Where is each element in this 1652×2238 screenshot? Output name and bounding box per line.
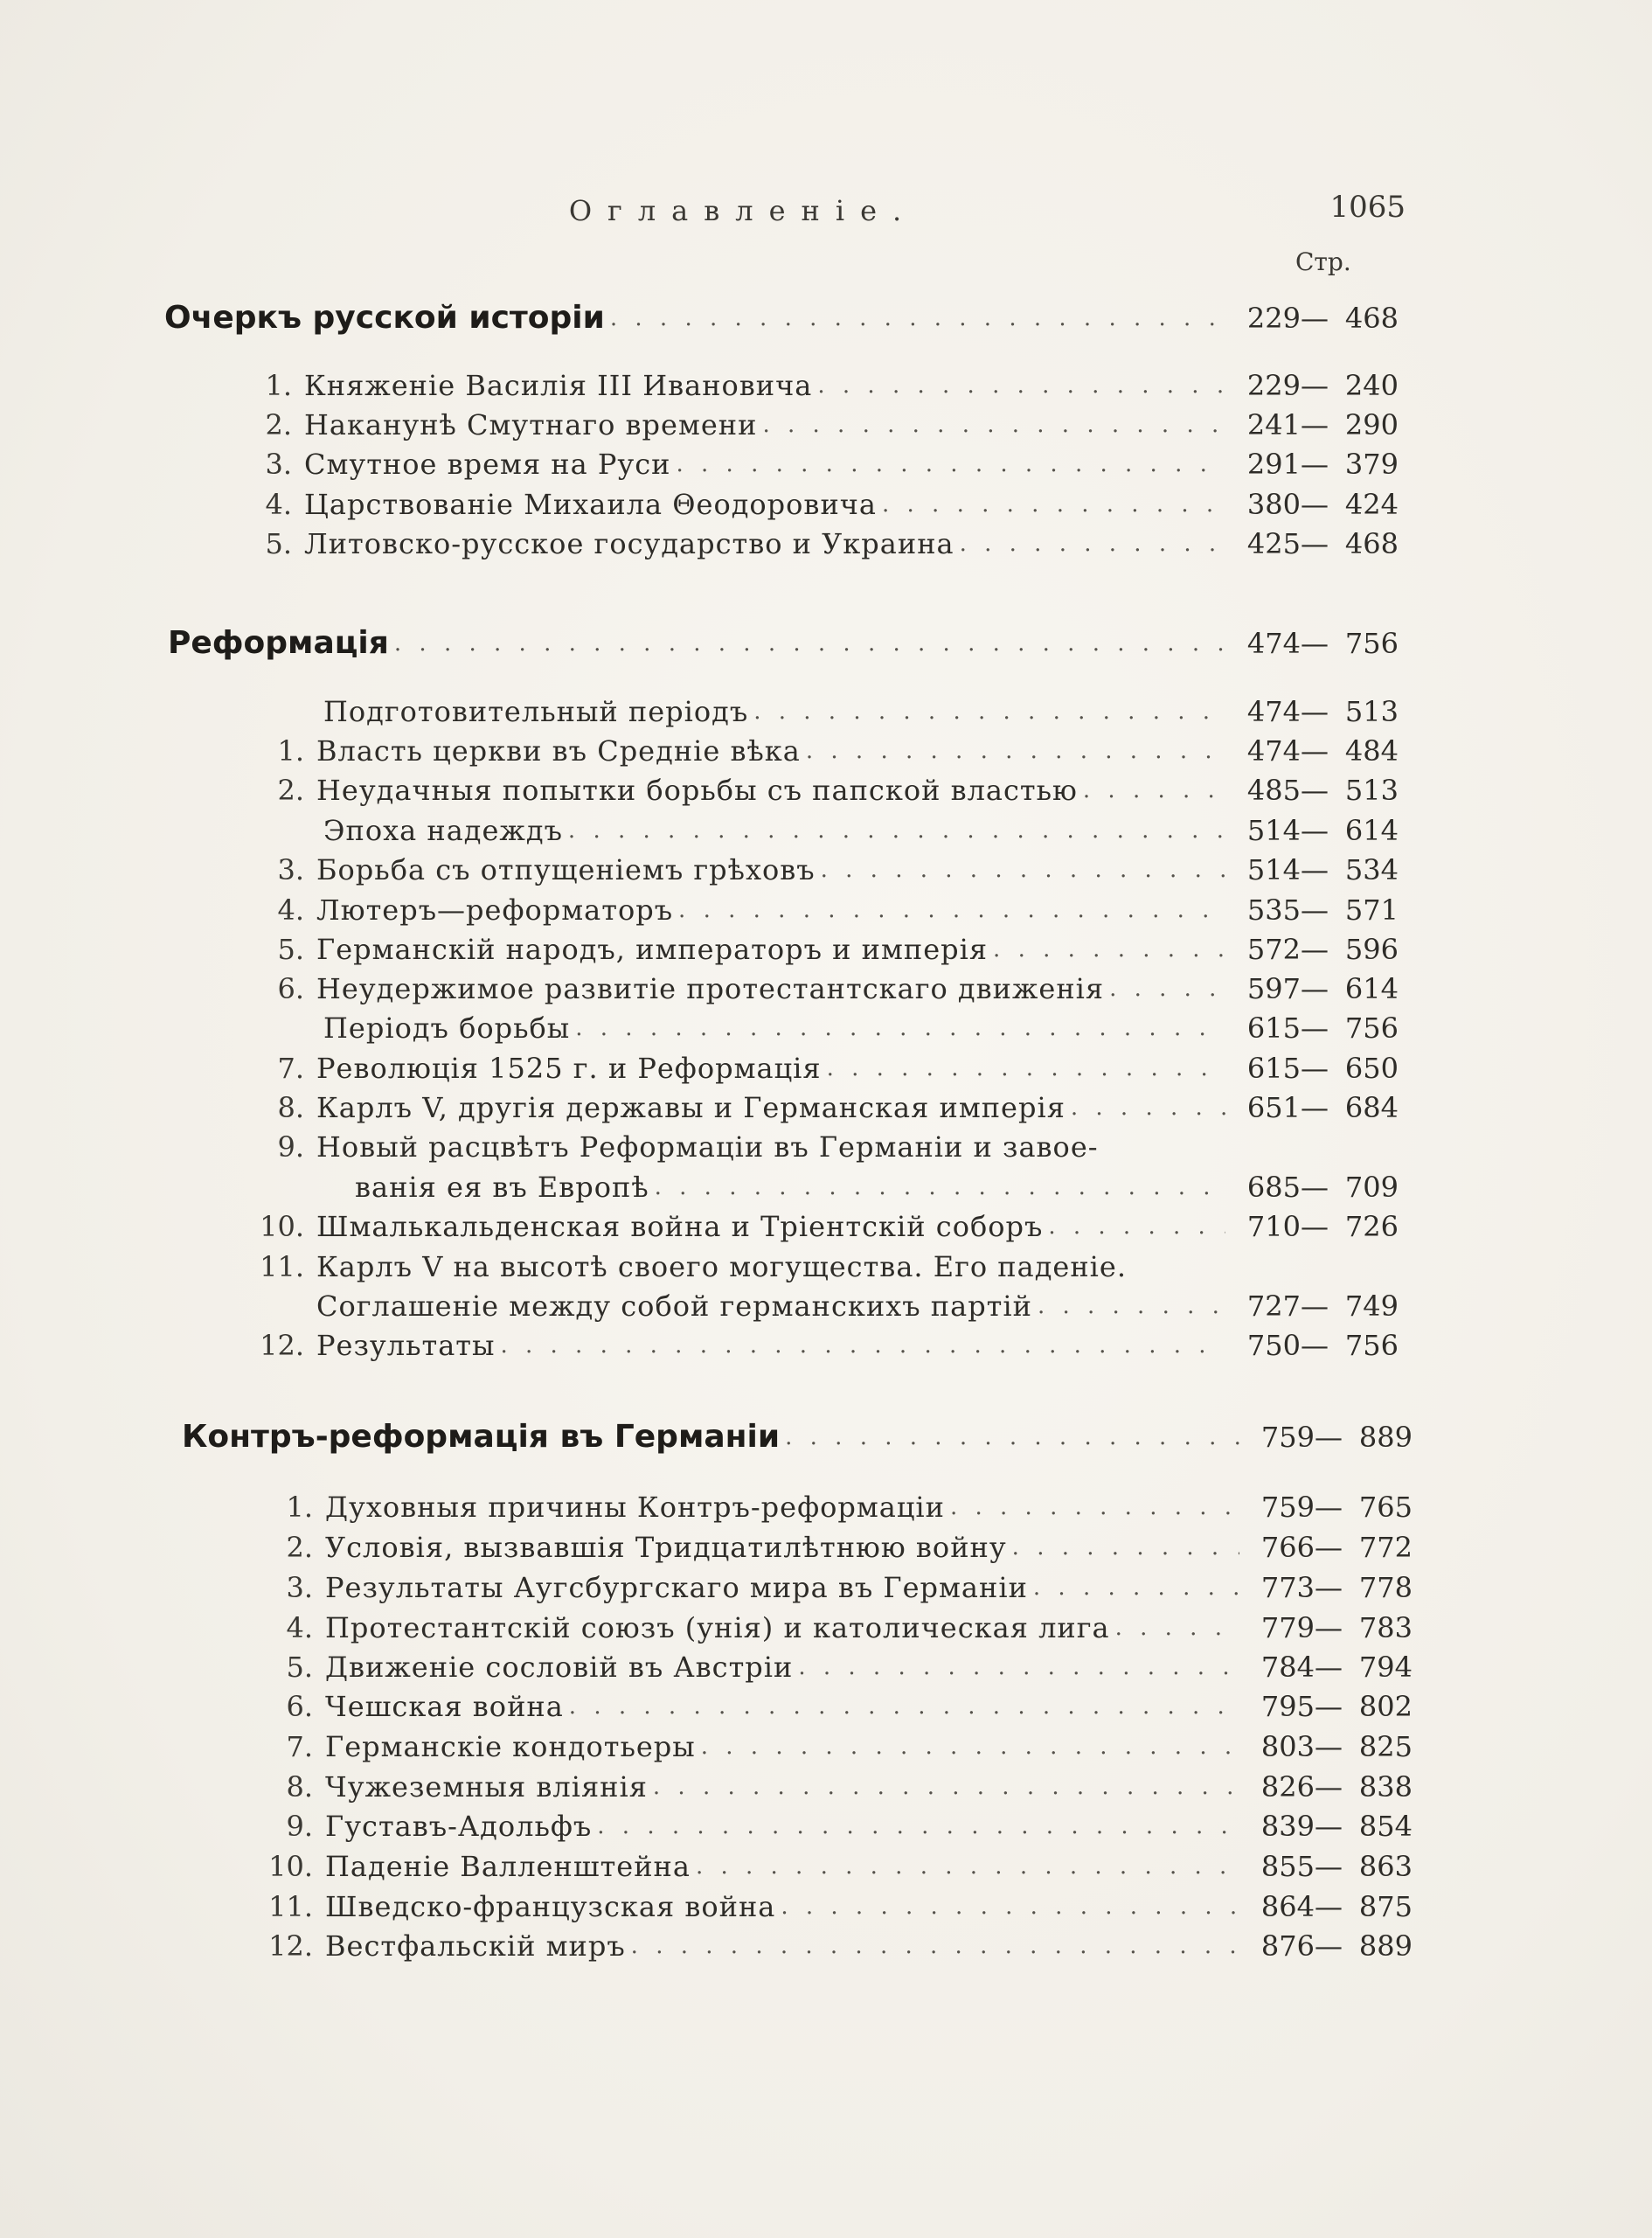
entry-number: 7. [277,1052,304,1085]
entry-number: 10. [260,1210,304,1243]
page-from: 229 [1246,302,1301,335]
toc-entry [259,1526,1413,1565]
toc-entry [250,769,1399,808]
entry-title: Неудержимое развитіе протестантскаго движенія [316,972,1105,1005]
leader-dots [575,1011,1225,1046]
leader-dots [950,1490,1239,1525]
leader-dots [568,813,1225,848]
page-from: 759 [1260,1421,1315,1454]
range-dash: — [1315,1421,1343,1454]
entry-title: Карлъ V, другія державы и Германская имперія [316,1091,1065,1124]
page-from: 876 [1260,1929,1315,1963]
page-to: 684 [1344,1091,1399,1124]
page-to: 468 [1344,302,1399,335]
leader-dots [676,447,1225,482]
range-dash: — [1315,1531,1343,1564]
page-from: 597 [1246,972,1301,1005]
entry-title: Власть церкви въ Средніе вѣка [316,734,801,768]
range-dash: — [1301,1091,1329,1124]
toc-entry [250,730,1399,768]
leader-dots [1071,1090,1225,1125]
page-from: 651 [1246,1091,1301,1124]
leader-dots [762,407,1225,442]
entry-number: 1. [286,1491,313,1524]
toc-entry [238,365,1399,403]
page-from: 514 [1246,853,1301,886]
leader-dots [394,626,1225,661]
entry-number: 11. [268,1890,313,1923]
entry-number: 1. [265,369,292,402]
leader-dots [1012,1530,1239,1565]
page-from: 839 [1260,1810,1315,1843]
page-to: 240 [1344,369,1399,402]
page-to: 889 [1358,1421,1413,1454]
toc-entry-continuation [250,1166,1399,1205]
page-from: 803 [1260,1730,1315,1763]
entry-number: 7. [286,1730,313,1763]
entry-title: Чужеземныя вліянія [325,1770,648,1804]
entry-title: Новый расцвѣтъ Реформаціи въ Германіи и завое- [316,1130,1099,1164]
toc-entry [250,889,1399,928]
page-from: 685 [1246,1171,1301,1204]
page-to: 468 [1344,527,1399,560]
page-to: 749 [1344,1289,1399,1323]
entry-title: Духовныя причины Контръ-реформаціи [325,1491,945,1524]
entry-number: 11. [260,1250,304,1283]
page-from: 474 [1246,695,1301,728]
toc-entry [250,1206,1399,1244]
range-dash: — [1315,1810,1343,1843]
entry-number: 4. [286,1611,313,1644]
entry-number: 9. [277,1130,304,1164]
page-to: 778 [1358,1571,1413,1604]
entry-title: Вестфальскій миръ [325,1929,626,1963]
entry-title: Эпоха надеждъ [323,814,563,847]
page-from: 380 [1246,488,1301,521]
page-from: 514 [1246,814,1301,847]
toc-entry [250,928,1399,967]
toc-entry [250,1246,1399,1284]
page-to: 794 [1358,1651,1413,1684]
range-dash: — [1315,1611,1343,1644]
toc-entry [259,1607,1413,1645]
page-from: 474 [1246,627,1301,660]
leader-dots [993,932,1225,967]
leader-dots [1048,1209,1225,1244]
entry-number: 3. [277,853,304,886]
page-to: 513 [1344,774,1399,807]
leader-dots [1083,773,1225,808]
entry-number: 12. [260,1329,304,1362]
page-from: 864 [1260,1890,1315,1923]
entry-title: Движеніе сословій въ Австріи [325,1651,794,1684]
page-to: 290 [1344,408,1399,441]
entry-number: 6. [277,972,304,1005]
toc-entry [250,1324,1399,1363]
range-dash: — [1315,1929,1343,1963]
toc-entry [250,849,1399,887]
entry-number: 8. [277,1091,304,1124]
page-from: 710 [1246,1210,1301,1243]
toc-entry [238,483,1399,522]
leader-dots [1038,1289,1225,1324]
entry-title: Протестантскій союзъ (унія) и католическая лига [325,1611,1110,1644]
range-dash: — [1315,1890,1343,1923]
page-to: 709 [1344,1171,1399,1204]
toc-entry [259,1805,1413,1844]
entry-title: Германскій народъ, императоръ и имперія [316,933,989,966]
entry-number: 2. [277,774,304,807]
range-dash: — [1315,1491,1343,1524]
page-from: 291 [1246,448,1301,481]
page-from: 241 [1246,408,1301,441]
leader-dots [631,1929,1239,1963]
range-dash: — [1315,1850,1343,1883]
page-from: 773 [1260,1571,1315,1604]
page-from: 474 [1246,734,1301,768]
toc-entry [259,1567,1413,1605]
range-dash: — [1301,1329,1329,1362]
entry-title: Карлъ V на высотѣ своего могущества. Его паденіе. [316,1250,1128,1283]
toc-subheading [271,1007,1399,1046]
page-to: 571 [1344,893,1399,927]
range-dash: — [1315,1730,1343,1763]
entry-title: Густавъ-Адольфъ [325,1810,593,1843]
entry-number: 2. [286,1531,313,1564]
entry-number: 6. [286,1690,313,1723]
range-dash: — [1301,1289,1329,1323]
page-to: 534 [1344,853,1399,886]
entry-number: 2. [265,408,292,441]
leader-dots [1033,1570,1239,1605]
running-title: Оглавленіе. [568,194,918,227]
range-dash: — [1301,527,1329,560]
entry-title: Шведско-французская война [325,1890,776,1923]
page-to: 650 [1344,1052,1399,1085]
toc-entry [250,1047,1399,1086]
leader-dots [696,1849,1239,1884]
page-number: 1065 [1329,190,1406,225]
leader-dots [827,1051,1225,1086]
page-to: 838 [1358,1770,1413,1804]
leader-dots [569,1689,1239,1724]
page-to: 783 [1358,1611,1413,1644]
toc-section-heading [168,622,1399,661]
page-to: 726 [1344,1210,1399,1243]
range-dash: — [1315,1690,1343,1723]
toc-entry-continuation [250,1285,1399,1324]
entry-title: Литовско-русское государство и Украина [304,527,954,560]
entry-title: Борьба съ отпущеніемъ грѣховъ [316,853,816,886]
entry-number: 3. [265,448,292,481]
page-from: 535 [1246,893,1301,927]
range-dash: — [1301,369,1329,402]
page-from: 615 [1246,1052,1301,1085]
page-from: 727 [1246,1289,1301,1323]
range-dash: — [1301,448,1329,481]
entry-title: Чешская война [325,1690,564,1723]
toc-section-heading [182,1416,1413,1455]
entry-number: 1. [277,734,304,768]
page-to: 379 [1344,448,1399,481]
entry-number: 12. [268,1929,313,1963]
toc-entry [259,1845,1413,1884]
page-to: 889 [1358,1929,1413,1963]
pages-column-label: Стр. [1295,247,1351,276]
leader-dots [806,733,1225,768]
entry-title: Соглашеніе между собой германскихъ партій [316,1289,1032,1323]
entry-title: Революція 1525 г. и Реформація [316,1052,822,1085]
range-dash: — [1301,893,1329,927]
page-from: 572 [1246,933,1301,966]
page-from: 485 [1246,774,1301,807]
range-dash: — [1301,1210,1329,1243]
page-to: 756 [1344,627,1399,660]
page-from: 784 [1260,1651,1315,1684]
entry-number: 4. [265,488,292,521]
entry-title: Царствованіе Михаила Θеодоровича [304,488,877,521]
leader-dots [781,1889,1239,1924]
entry-title: Неудачныя попытки борьбы съ папской властью [316,774,1078,807]
toc-entry [259,1766,1413,1804]
toc-entry [238,404,1399,442]
toc-subheading [271,691,1399,729]
toc-entry [259,1685,1413,1724]
entry-number: 8. [286,1770,313,1804]
entry-title: Подготовительный періодъ [323,695,749,728]
page-to: 772 [1358,1531,1413,1564]
page-from: 795 [1260,1690,1315,1723]
leader-dots [500,1328,1225,1363]
section-title: Очеркъ русской исторіи [164,300,605,336]
page-from: 425 [1246,527,1301,560]
page-to: 756 [1344,1329,1399,1362]
entry-title: ванія ея въ Европѣ [355,1171,649,1204]
entry-title: Смутное время на Руси [304,448,671,481]
leader-dots [821,852,1225,887]
leader-dots [701,1729,1239,1764]
page-from: 855 [1260,1850,1315,1883]
leader-dots [610,301,1225,336]
range-dash: — [1301,853,1329,886]
entry-title: Княженіе Василія III Ивановича [304,369,813,402]
entry-title: Наканунѣ Смутнаго времени [304,408,758,441]
page-to: 756 [1344,1011,1399,1045]
range-dash: — [1301,1171,1329,1204]
page-from: 779 [1260,1611,1315,1644]
range-dash: — [1301,774,1329,807]
leader-dots [678,893,1225,928]
entry-title: Паденіе Валленштейна [325,1850,691,1883]
entry-number: 10. [268,1850,313,1883]
entry-title: Результаты Аугсбургскаго мира въ Германіи [325,1571,1028,1604]
range-dash: — [1301,695,1329,728]
leader-dots [1115,1610,1239,1645]
range-dash: — [1301,1052,1329,1085]
page-to: 614 [1344,814,1399,847]
page-to: 614 [1344,972,1399,1005]
page-to: 802 [1358,1690,1413,1723]
leader-dots [753,694,1225,729]
page-from: 759 [1260,1491,1315,1524]
section-title: Реформація [168,625,389,661]
leader-dots [653,1769,1239,1804]
toc-entry [259,1925,1413,1963]
entry-title: Результаты [316,1329,496,1362]
toc-entry [250,1126,1399,1164]
range-dash: — [1301,972,1329,1005]
entry-title: Лютеръ—реформаторъ [316,893,674,927]
leader-dots [597,1809,1239,1844]
range-dash: — [1301,933,1329,966]
range-dash: — [1301,488,1329,521]
toc-entry [259,1886,1413,1924]
section-title: Контръ-реформація въ Германіи [182,1419,781,1455]
page-to: 424 [1344,488,1399,521]
leader-dots [1109,971,1225,1006]
toc-entry [259,1726,1413,1764]
leader-dots [655,1170,1225,1205]
page-to: 596 [1344,933,1399,966]
toc-subheading [271,810,1399,848]
leader-dots [882,487,1225,522]
page-to: 484 [1344,734,1399,768]
entry-number: 5. [277,933,304,966]
entry-title: Шмалькальденская война и Тріентскій соборъ [316,1210,1044,1243]
range-dash: — [1301,1011,1329,1045]
entry-title: Условія, вызвавшія Тридцатилѣтнюю войну [325,1531,1007,1564]
entry-number: 4. [277,893,304,927]
page-to: 863 [1358,1850,1413,1883]
toc-entry [238,443,1399,482]
page-from: 826 [1260,1770,1315,1804]
page-from: 766 [1260,1531,1315,1564]
toc-section-heading [164,297,1399,336]
toc-entry [238,523,1399,561]
leader-dots [960,526,1225,561]
range-dash: — [1301,408,1329,441]
toc-entry [250,968,1399,1006]
range-dash: — [1315,1571,1343,1604]
entry-number: 5. [265,527,292,560]
range-dash: — [1301,814,1329,847]
page-to: 854 [1358,1810,1413,1843]
page-to: 825 [1358,1730,1413,1763]
range-dash: — [1301,302,1329,335]
toc-entry [250,1087,1399,1125]
range-dash: — [1301,734,1329,768]
entry-number: 5. [286,1651,313,1684]
leader-dots [798,1650,1239,1685]
page-to: 513 [1344,695,1399,728]
entry-title: Періодъ борьбы [323,1011,571,1045]
toc-entry [259,1486,1413,1525]
range-dash: — [1315,1770,1343,1804]
entry-title: Германскіе кондотьеры [325,1730,696,1763]
leader-dots [785,1420,1239,1455]
range-dash: — [1315,1651,1343,1684]
page-to: 765 [1358,1491,1413,1524]
page-from: 750 [1246,1329,1301,1362]
entry-number: 3. [286,1571,313,1604]
page-from: 615 [1246,1011,1301,1045]
toc-entry [259,1646,1413,1685]
entry-number: 9. [286,1810,313,1843]
page-to: 875 [1358,1890,1413,1923]
leader-dots [817,368,1225,403]
range-dash: — [1301,627,1329,660]
page-from: 229 [1246,369,1301,402]
